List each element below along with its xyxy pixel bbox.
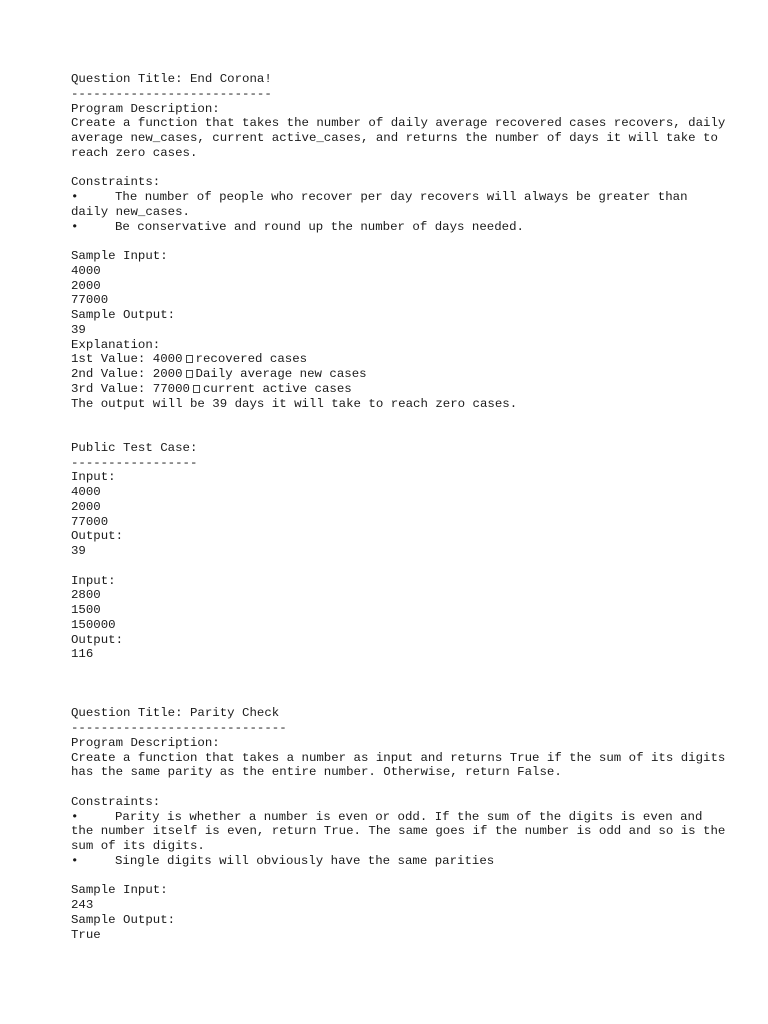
explanation-meaning: Daily average new cases	[195, 367, 367, 381]
q2-divider: -----------------------------	[71, 721, 287, 735]
q1-title: Question Title: End Corona!	[71, 72, 272, 86]
arrow-glyph-icon	[186, 355, 193, 363]
document-page	[71, 72, 731, 942]
q1-public-divider: -----------------	[71, 455, 198, 470]
explanation-value: 2nd Value: 2000	[71, 367, 183, 381]
q1-public-test-label: Public Test Case:	[71, 440, 198, 455]
test-input-value: 1500	[71, 603, 101, 617]
explanation-value: 3rd Value: 77000	[71, 381, 190, 396]
arrow-glyph-icon	[193, 385, 200, 393]
bullet-icon: •	[71, 190, 79, 204]
bullet-icon: •	[71, 219, 79, 234]
q1-constraint-item	[71, 220, 731, 235]
q2-constraint-item	[71, 810, 731, 854]
explanation-value: 1st Value: 4000	[71, 352, 183, 367]
test-input-label: Input:	[71, 573, 116, 588]
bullet-icon: •	[71, 853, 79, 868]
q2-description-label: Program Description:	[71, 735, 220, 750]
q2-description: Create a function that takes a number as input and returns True if the sum of its digits has the same parity as the entire number. Otherwise, return False.	[71, 750, 733, 780]
arrow-glyph-icon	[186, 370, 193, 378]
test-output-label: Output:	[71, 529, 124, 544]
q1-explanation-label: Explanation:	[71, 337, 161, 352]
q2-constraint-item	[71, 854, 731, 869]
q1-sample-input-value: 2000	[71, 278, 101, 293]
q1-constraint-item	[71, 190, 731, 220]
q1-description-label: Program Description:	[71, 101, 220, 116]
test-output-value: 39	[71, 544, 86, 558]
q2-sample-output-value: True	[71, 927, 101, 942]
test-input-value: 150000	[71, 617, 116, 632]
q2-constraints-label: Constraints:	[71, 794, 161, 809]
q1-constraint-text: The number of people who recover per day recovers will always be greater than daily new_cases.	[71, 190, 695, 219]
q1-sample-input-value: 77000	[71, 293, 109, 308]
test-output-value: 116	[71, 647, 94, 662]
test-input-value: 4000	[71, 485, 101, 499]
test-input-value: 77000	[71, 514, 109, 529]
q1-explanation-line	[71, 382, 731, 397]
q1-explanation-line	[71, 367, 731, 382]
q1-sample-input-label: Sample Input:	[71, 249, 168, 263]
test-input-label: Input:	[71, 470, 116, 485]
q1-explanation-summary: The output will be 39 days it will take to reach zero cases.	[71, 396, 518, 411]
q1-description: Create a function that takes the number of daily average recovered cases recovers, daily average new_cases, current active_cases, and returns the number of days it will take to reach zero cases.	[71, 116, 733, 160]
test-input-value: 2000	[71, 499, 101, 514]
q1-sample-output-value: 39	[71, 322, 86, 337]
q1-sample-input-value: 4000	[71, 263, 101, 278]
q1-constraints-label: Constraints:	[71, 175, 161, 190]
q2-title: Question Title: Parity Check	[71, 706, 280, 721]
q1-divider: ---------------------------	[71, 86, 272, 101]
q1-constraint-text: Be conservative and round up the number of days needed.	[115, 219, 524, 234]
q2-sample-output-label: Sample Output:	[71, 912, 176, 927]
test-output-label: Output:	[71, 632, 124, 647]
q2-constraint-text: Parity is whether a number is even or odd. If the sum of the digits is even and the number itself is even, return True. The same goes if the number is odd and so is the sum of its digits.	[71, 809, 733, 853]
q2-sample-input-label: Sample Input:	[71, 883, 168, 898]
q1-explanation-line	[71, 352, 731, 367]
explanation-meaning: current active cases	[202, 381, 352, 396]
explanation-meaning: recovered cases	[195, 352, 308, 367]
bullet-icon: •	[71, 809, 79, 824]
q1-sample-output-label: Sample Output:	[71, 308, 176, 322]
q2-constraint-text: Single digits will obviously have the same parities	[115, 853, 495, 868]
q2-sample-input-value: 243	[71, 898, 94, 912]
test-input-value: 2800	[71, 588, 101, 603]
